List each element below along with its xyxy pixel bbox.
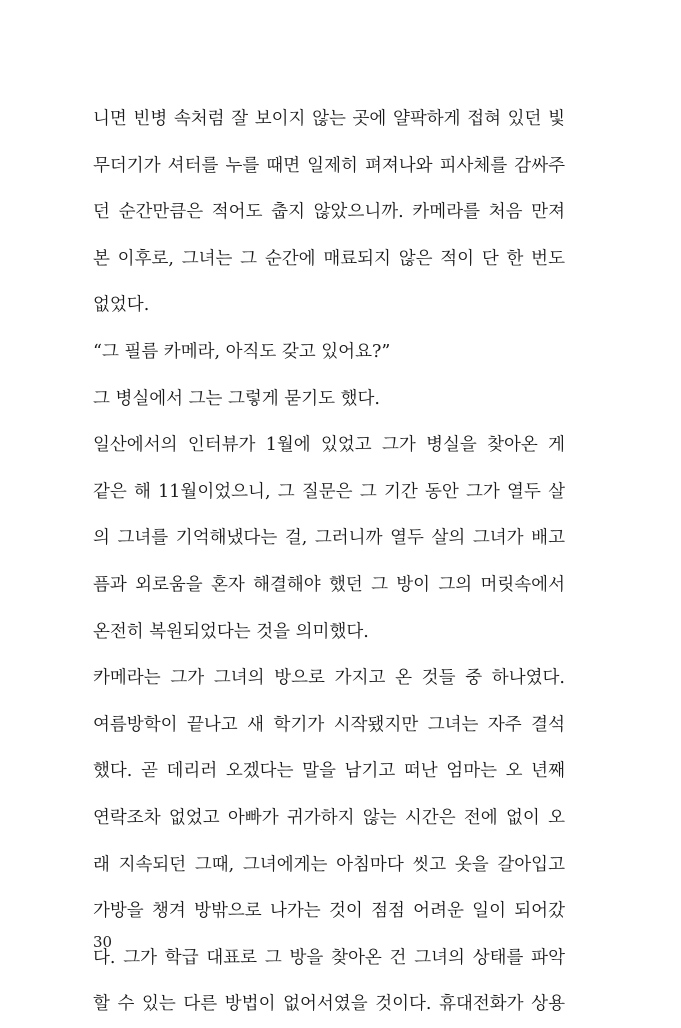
- body-text: [93, 96, 565, 1028]
- text-line: 같은 해 11월이었으니, 그 질문은 그 기간 동안 그가 열두 살: [93, 481, 565, 502]
- text-line: “그 필름 카메라, 아직도 갖고 있어요?”: [93, 341, 391, 362]
- text-line: 카메라는 그가 그녀의 방으로 가지고 온 것들 중 하나였다.: [93, 668, 565, 689]
- text-line: 니면 빈병 속처럼 잘 보이지 않는 곳에 얄팍하게 접혀 있던 빛: [93, 109, 565, 129]
- text-line: 했다. 곧 데리러 오겠다는 말을 남기고 떠난 엄마는 오 년째: [93, 761, 565, 782]
- text-line: 여름방학이 끝나고 새 학기가 시작됐지만 그녀는 자주 결석: [93, 714, 565, 735]
- text-line: 픔과 외로움을 혼자 해결해야 했던 그 방이 그의 머릿속에서: [93, 574, 565, 595]
- page-number: 30: [93, 933, 113, 951]
- text-line: 무더기가 셔터를 누를 때면 일제히 펴져나와 피사체를 감싸주: [93, 155, 565, 176]
- text-line: 온전히 복원되었다는 것을 의미했다.: [93, 621, 369, 642]
- text-line: 의 그녀를 기억해냈다는 걸, 그러니까 열두 살의 그녀가 배고: [93, 528, 565, 549]
- text-line: 없었다.: [93, 295, 150, 316]
- text-line: 래 지속되던 그때, 그녀에게는 아침마다 씻고 옷을 갈아입고: [93, 854, 565, 875]
- text-line: 본 이후로, 그녀는 그 순간에 매료되지 않은 적이 단 한 번도: [93, 248, 565, 269]
- text-line: 그 병실에서 그는 그렇게 묻기도 했다.: [93, 388, 380, 409]
- text-line: 연락조차 없었고 아빠가 귀가하지 않는 시간은 전에 없이 오: [93, 807, 565, 828]
- text-line: 일산에서의 인터뷰가 1월에 있었고 그가 병실을 찾아온 게: [93, 435, 565, 456]
- text-line: 던 순간만큼은 적어도 춥지 않았으니까. 카메라를 처음 만져: [93, 202, 565, 223]
- text-line: 가방을 챙겨 방밖으로 나가는 것이 점점 어려운 일이 되어갔: [93, 901, 565, 922]
- text-line: 할 수 있는 다른 방법이 없어서였을 것이다. 휴대전화가 상용: [93, 994, 565, 1015]
- text-line: 다. 그가 학급 대표로 그 방을 찾아온 건 그녀의 상태를 파악: [93, 947, 565, 968]
